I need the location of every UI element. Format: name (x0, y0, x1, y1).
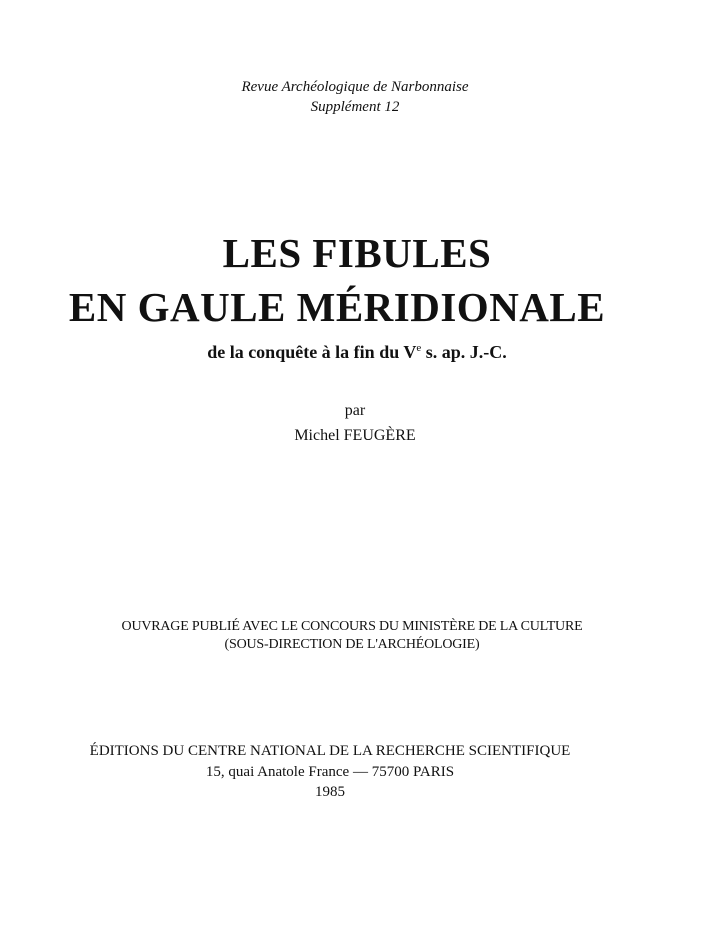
author-name: Michel FEUGÈRE (294, 427, 416, 444)
publication-year: 1985 (315, 784, 345, 800)
publisher-name: ÉDITIONS DU CENTRE NATIONAL DE LA RECHERCHE SCIENTIFIQUE (89, 743, 571, 759)
series-supplement: Supplément 12 (310, 99, 400, 115)
by-label: par (344, 402, 366, 419)
subtitle-superscript: e (416, 342, 422, 354)
publisher-address: 15, quai Anatole France — 75700 PARIS (205, 764, 455, 780)
publication-credit-line-1: OUVRAGE PUBLIÉ AVEC LE CONCOURS DU MINISTÈRE DE LA CULTURE (121, 619, 583, 634)
book-title-line-1: LES FIBULES (222, 230, 492, 276)
book-title-line-2: EN GAULE MÉRIDIONALE (68, 284, 606, 330)
series-title: Revue Archéologique de Narbonnaise (241, 79, 469, 95)
subtitle-text-start: de la conquête à la fin du V (207, 342, 417, 362)
publication-credit-line-2: (SOUS-DIRECTION DE L'ARCHÉOLOGIE) (224, 637, 480, 652)
subtitle-text-end: s. ap. J.-C. (421, 342, 507, 362)
book-subtitle (2, 343, 710, 361)
